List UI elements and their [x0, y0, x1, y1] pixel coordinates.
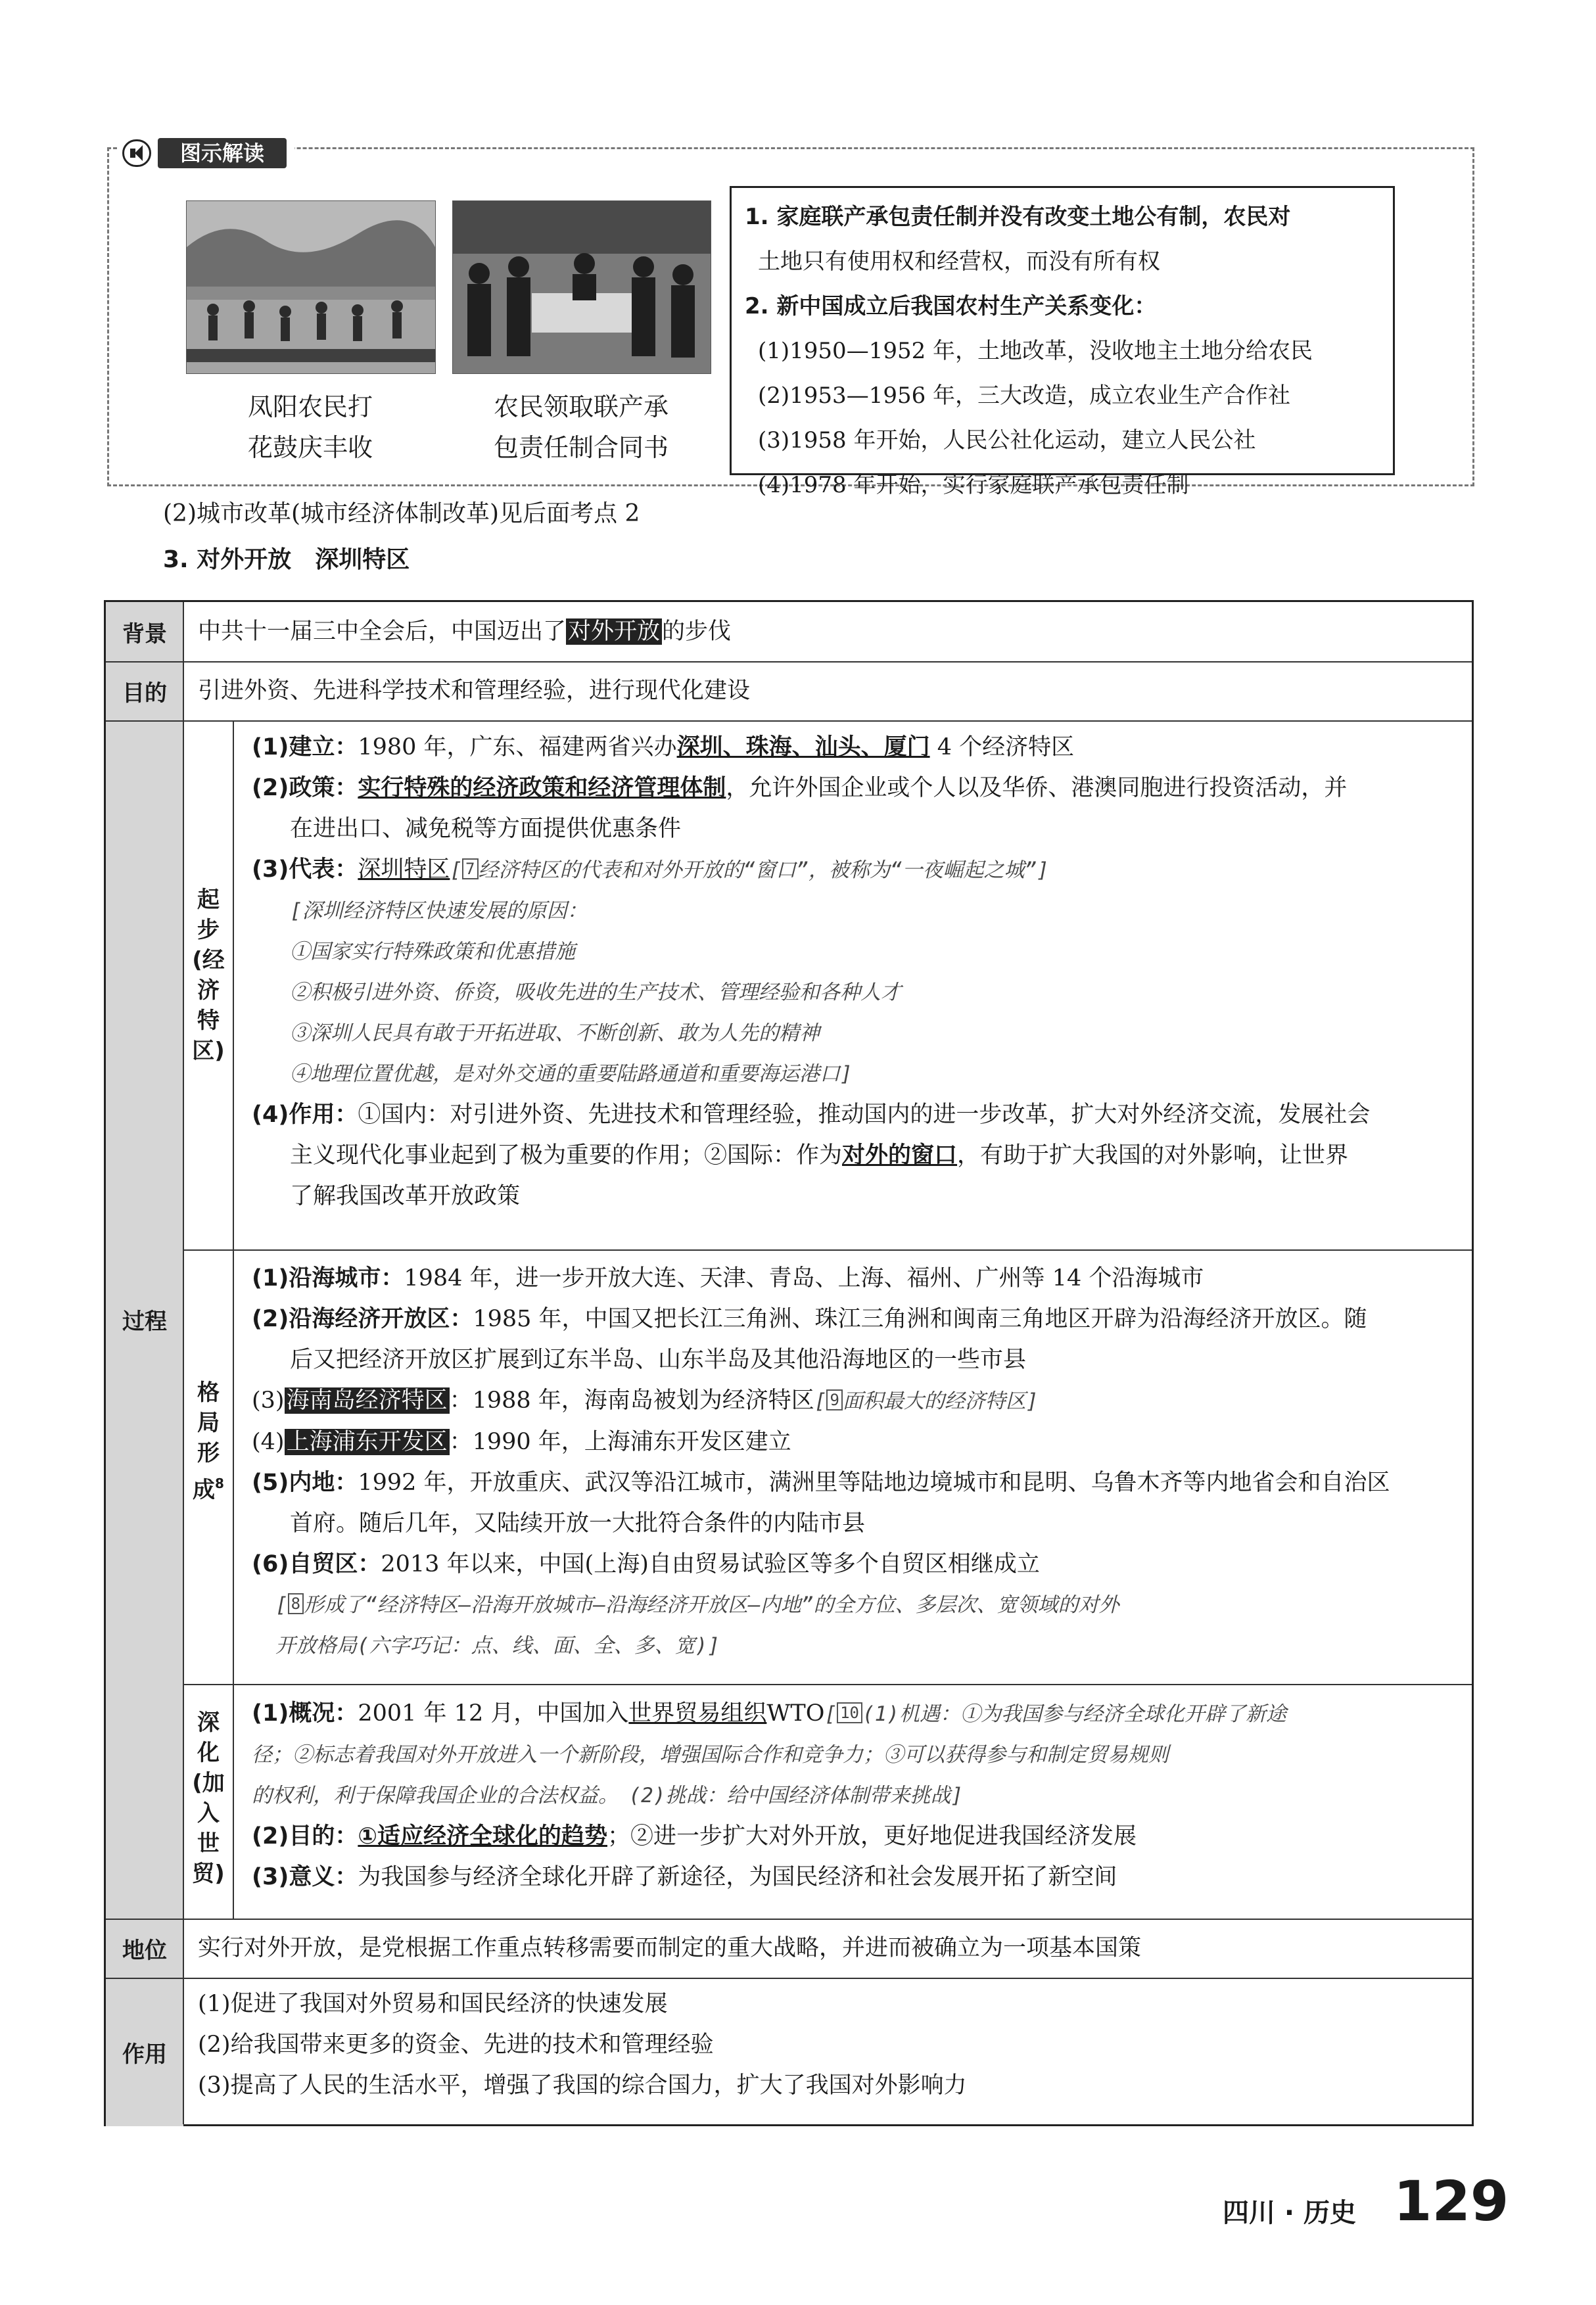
note9-number: 9	[826, 1389, 842, 1410]
note10-line3: 的权利，利于保障我国企业的合法权益。 (2)挑战：给中国经济体制带来挑战]	[252, 1784, 964, 1807]
shenhua-mudi-key: (2)目的：	[252, 1823, 358, 1850]
note8-line2: 开放格局(六字巧记：点、线、面、全、多、宽)]	[275, 1634, 720, 1658]
geju-item3-num: (3)	[252, 1387, 285, 1414]
geju-item2-key: (2)沿海经济开放区：	[252, 1306, 473, 1332]
background-text	[198, 611, 1460, 652]
divider	[106, 1919, 1472, 1920]
geju-item3-text: ：1988 年，海南岛被划为经济特区	[449, 1387, 814, 1414]
qibu-daibiao-key: (3)代表：	[252, 856, 358, 883]
qibu-zuoyong-line1: ①国内：对引进外资、先进技术和管理经验，推动国内的进一步改革，扩大对外经济交流，发展社会	[358, 1102, 1371, 1128]
note10-number: 10	[837, 1702, 862, 1723]
effect-item: (3)提高了人民的生活水平，增强了我国的综合国力，扩大了我国对外影响力	[198, 2072, 967, 2099]
geju-label-note: 8	[215, 1476, 224, 1491]
effect-item: (1)促进了我国对外贸易和国民经济的快速发展	[198, 1991, 668, 2017]
reason-item: ①国家实行特殊政策和优惠措施	[290, 940, 575, 964]
geju-item6-key: (6)自贸区：	[252, 1551, 381, 1577]
qibu-jianli-post: 4 个经济特区	[929, 734, 1075, 760]
geju-item4-num: (4)	[252, 1429, 285, 1455]
geju-item3-highlight: 海南岛经济特区	[285, 1387, 450, 1414]
note2-title: 2. 新中国成立后我国农村生产关系变化：	[745, 293, 1157, 319]
qibu-jianli-key: (1)建立：	[252, 734, 358, 760]
reasons-title: [深圳经济特区快速发展的原因：	[290, 899, 588, 923]
shenhua-mudi-underlined: ①适应经济全球化的趋势	[358, 1823, 607, 1850]
shenhua-yiyi: 为我国参与经济全球化开辟了新途径，为国民经济和社会发展开拓了新空间	[358, 1864, 1117, 1890]
qibu-zhengce-rest: ，允许外国企业或个人以及华侨、港澳同胞进行投资活动，并	[726, 775, 1348, 801]
page-number: 129	[1394, 2169, 1509, 2233]
qibu-zhengce-key: (2)政策：	[252, 775, 358, 801]
note9-text: 面积最大的经济特区]	[842, 1389, 1039, 1413]
photo1-caption	[186, 386, 434, 468]
effect-item: (2)给我国带来更多的资金、先进的技术和管理经验	[198, 2032, 714, 2058]
shenhua-wto: WTO	[766, 1700, 825, 1727]
photo2-caption-line1: 农民领取联产承	[493, 392, 669, 421]
background-text-pre: 中共十一届三中全会后，中国迈出了	[198, 618, 567, 645]
header-background: 背景	[106, 602, 183, 661]
background-text-post: 的步伐	[662, 618, 732, 645]
note10-line1: (1)机遇：①为我国参与经济全球化开辟了新途	[862, 1702, 1286, 1726]
shenhua-gaikuang-pre: 2001 年 12 月，中国加入	[358, 1700, 629, 1727]
qibu-zuoyong-line2-post: ，有助于扩大我国的对外影响，让世界	[957, 1142, 1349, 1169]
shenhua-content: (1)概况：2001 年 12 月，中国加入世界贸易组织WTO[ 10 (1)机遇：①为我国参与经济全球化开辟了新途 径；②标志着我国对外开放进入一个新阶段，增强国际合作和竞争力；③可以获得参与和制定贸易规则 的权利，利于保障我国企业的合法权益。 (2)挑战：给中国经济体制带来挑战] (2)目的：①适应经济全球化的趋势；②进一步扩大对外开放，更好地促进我国经济发展 (3)意义：为我国参与经济全球化开辟了新途径，为国民经济和社会发展开拓了新空间	[252, 1693, 1461, 1898]
divider	[106, 720, 1472, 722]
qibu-content: (1)建立：1980 年，广东、福建两省兴办深圳、珠海、汕头、厦门 4 个经济特区 (2)政策：实行特殊的经济政策和经济管理体制，允许外国企业或个人以及华侨、港澳同胞进行投资活动，并 在进出口、减免税等方面提供优惠条件 (3)代表：深圳特区[ 7 经济特区的代表和对外开放的“窗口”，被称为“一夜崛起之城”] [深圳经济特区快速发展的原因： ①国家实行特殊政策和优惠措施 ②积极引进外资、侨资，吸收先进的生产技术、管理经验和各种人才 ③深圳人民具有敢于开拓进取、不断创新、敢为人先的精神 ④地理位置优越，是对外交通的重要陆路通道和重要海运港口] (4)作用：①国内：对引进外资、先进技术和管理经验，推动国内的进一步改革，扩大对外经济交流，发展社会 主义现代化事业起到了极为重要的作用；②国际：作为对外的窗口，有助于扩大我国的对外影响，让世界 了解我国改革开放政策	[252, 727, 1461, 1217]
note2-item: (4)1978 年开始，实行家庭联产承包责任制	[758, 472, 1189, 498]
note2-item: (2)1953—1956 年，三大改造，成立农业生产合作社	[758, 383, 1291, 409]
figure-tag-label: 图示解读	[158, 138, 287, 168]
reason-item: ②积极引进外资、侨资，吸收先进的生产技术、管理经验和各种人才	[290, 981, 901, 1004]
divider	[106, 661, 1472, 663]
footer-subject: 四川 · 历史	[1223, 2198, 1357, 2228]
geju-item4-highlight: 上海浦东开发区	[285, 1429, 450, 1455]
geju-item5-line1: 1992 年，开放重庆、武汉等沿江城市，满洲里等陆地边境城市和昆明、乌鲁木齐等内地省会和自治区	[358, 1470, 1390, 1496]
shenhua-wto-name: 世界贸易组织	[628, 1700, 767, 1727]
photo2-caption	[452, 386, 710, 468]
section-title: 3. 对外开放 深圳特区	[163, 546, 410, 573]
qibu-zuoyong-window: 对外的窗口	[842, 1142, 958, 1169]
geju-item6: 2013 年以来，中国(上海)自由贸易试验区等多个自贸区相继成立	[381, 1551, 1040, 1577]
qibu-zuoyong-key: (4)作用：	[252, 1102, 358, 1128]
figure-tag	[117, 134, 294, 172]
header-effect: 作用	[106, 1978, 183, 2126]
effect-list	[198, 1984, 1460, 2106]
note7-text: 经济特区的代表和对外开放的“窗口”，被称为“一夜崛起之城”]	[478, 858, 1049, 882]
geju-content: (1)沿海城市：1984 年，进一步开放大连、天津、青岛、上海、福州、广州等 14 个沿海城市 (2)沿海经济开放区：1985 年，中国又把长江三角洲、珠江三角洲和闽南三角地区开辟为沿海经济开放区。随 后又把经济开放区扩展到辽东半岛、山东半岛及其他沿海地区的一些市县 (3)海南岛经济特区：1988 年，海南岛被划为经济特区[ 9 面积最大的经济特区] (4)上海浦东开发区：1990 年，上海浦东开发区建立 (5)内地：1992 年，开放重庆、武汉等沿江城市，满洲里等陆地边境城市和昆明、乌鲁木齐等内地省会和自治区 首府。随后几年，又陆续开放一大批符合条件的内陆市县 (6)自贸区：2013 年以来，中国(上海)自由贸易试验区等多个自贸区相继成立 [ 8 形成了“经济特区—沿海开放城市—沿海经济开放区—内地”的全方位、多层次、宽领域的对外 开放格局(六字巧记：点、线、面、全、多、宽)]	[252, 1265, 1390, 1658]
geju-item5-key: (5)内地：	[252, 1470, 358, 1496]
qibu-zhengce-underlined: 实行特殊的经济政策和经济管理体制	[358, 775, 726, 801]
figure-notes	[730, 186, 1395, 498]
reason-item: ③深圳人民具有敢于开拓进取、不断创新、敢为人先的精神	[290, 1021, 820, 1045]
photo1-caption-line1: 凤阳农民打	[247, 392, 373, 421]
purpose-text: 引进外资、先进科学技术和管理经验，进行现代化建设	[198, 678, 751, 704]
geju-item1: 1984 年，进一步开放大连、天津、青岛、上海、福州、广州等 14 个沿海城市	[404, 1265, 1204, 1292]
photo-contract-signing	[452, 200, 711, 374]
reason-item: ④地理位置优越，是对外交通的重要陆路通道和重要海运港口]	[290, 1062, 853, 1086]
note7-number: 7	[462, 858, 478, 879]
qibu-daibiao-value: 深圳特区	[358, 856, 450, 883]
shenhua-label: 深化(加入世贸)	[192, 1710, 225, 1887]
header-process: 过程	[106, 720, 183, 1919]
photo-fengyang-farmers	[186, 200, 436, 374]
photo1-caption-line2: 花鼓庆丰收	[247, 433, 373, 462]
geju-item1-key: (1)沿海城市：	[252, 1265, 404, 1292]
note1-line2: 土地只有使用权和经营权，而没有所有权	[758, 248, 1160, 275]
shenhua-gaikuang-key: (1)概况：	[252, 1700, 358, 1727]
shenhua-yiyi-key: (3)意义：	[252, 1864, 358, 1890]
geju-item4-text: ：1990 年，上海浦东开发区建立	[449, 1429, 791, 1455]
note2-item: (3)1958 年开始，人民公社化运动，建立人民公社	[758, 427, 1256, 454]
divider	[106, 1978, 1472, 1979]
geju-item2-line1: 1985 年，中国又把长江三角洲、珠江三角洲和闽南三角地区开辟为沿海经济开放区。随	[473, 1306, 1367, 1332]
qibu-zhengce-line2: 在进出口、减免税等方面提供优惠条件	[290, 816, 682, 842]
qibu-jianli-cities: 深圳、珠海、汕头、厦门	[676, 734, 930, 760]
qibu-jianli-pre: 1980 年，广东、福建两省兴办	[358, 734, 677, 760]
status-text: 实行对外开放，是党根据工作重点转移需要而制定的重大战略，并进而被确立为一项基本国策	[198, 1935, 1142, 1961]
geju-label-text: 格局形成	[193, 1380, 220, 1503]
photo2-caption-line2: 包责任制合同书	[493, 433, 669, 462]
geju-item5-line2: 首府。随后几年，又陆续开放一大批符合条件的内陆市县	[290, 1510, 866, 1537]
shenhua-mudi-rest: ；②进一步扩大对外开放，更好地促进我国经济发展	[607, 1823, 1137, 1850]
background-highlight: 对外开放	[566, 618, 662, 645]
qibu-label: 起步(经济特区)	[192, 887, 225, 1064]
geju-item2-line2: 后又把经济开放区扩展到辽东半岛、山东半岛及其他沿海地区的一些市县	[290, 1347, 1027, 1373]
note8-number: 8	[288, 1593, 304, 1614]
divider	[183, 1684, 1472, 1685]
city-reform-line: (2)城市改革(城市经济体制改革)见后面考点 2	[163, 500, 640, 527]
note1-line1: 1. 家庭联产承包责任制并没有改变土地公有制，农民对	[745, 204, 1291, 230]
geju-label	[192, 1378, 225, 1505]
note8-line1: 形成了“经济特区—沿海开放城市—沿海经济开放区—内地”的全方位、多层次、宽领域的对外	[304, 1593, 1119, 1617]
speaker-icon	[122, 139, 151, 167]
page-footer	[1223, 2169, 1509, 2241]
note10-line2: 径；②标志着我国对外开放进入一个新阶段，增强国际合作和竞争力；③可以获得参与和制定贸易规则	[252, 1743, 1169, 1767]
divider	[183, 602, 184, 2124]
divider	[183, 1249, 1472, 1251]
divider	[233, 720, 234, 1919]
qibu-zuoyong-line2-pre: 主义现代化事业起到了极为重要的作用；②国际：作为	[290, 1142, 843, 1169]
header-status: 地位	[106, 1919, 183, 1978]
qibu-zuoyong-line3: 了解我国改革开放政策	[290, 1183, 521, 1209]
header-purpose: 目的	[106, 661, 183, 720]
note2-item: (1)1950—1952 年，土地改革，没收地主土地分给农民	[758, 338, 1313, 364]
opening-up-table	[104, 600, 1474, 2126]
